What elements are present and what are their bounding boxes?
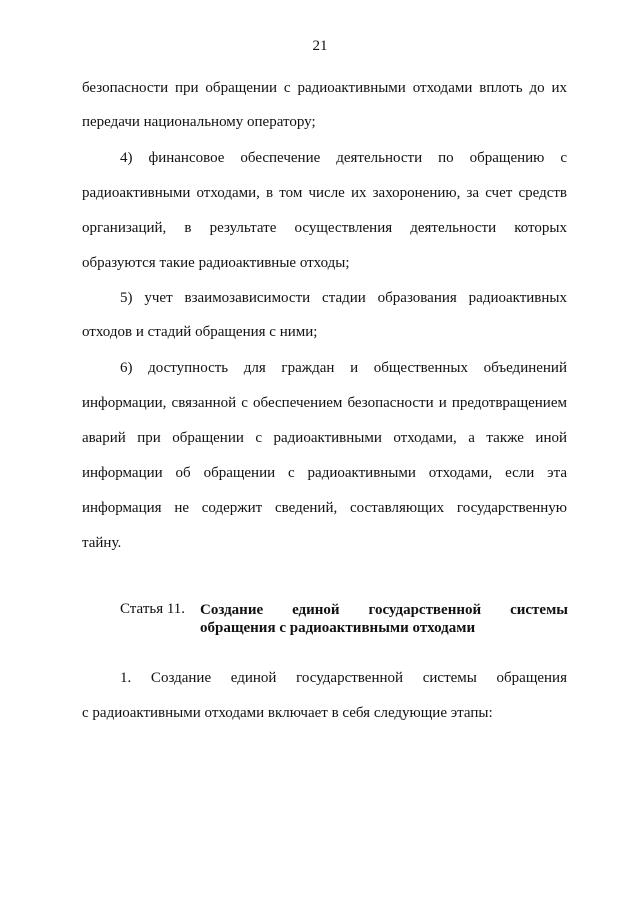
text-line: образуются такие радиоактивные отходы; [82,255,350,271]
text-line: 4) финансовое обеспечение деятельности по обращению с [120,150,567,166]
list-item-4 [82,150,567,167]
list-item-6-line2 [82,395,567,412]
list-item-5 [82,290,567,307]
text-line: безопасности при обращении с радиоактивными отходами вплоть до их [82,80,567,96]
article-title-line: Создание единой государственной системы [200,602,568,618]
list-item-6-line3 [82,430,567,447]
paragraph-continuation [82,80,567,97]
text-line: 1. Создание единой государственной системы обращения [120,670,567,686]
text-line: радиоактивными отходами, в том числе их захоронению, за счет средств [82,185,567,201]
list-item-6-line6 [82,535,567,552]
list-item-4-line3 [82,220,567,237]
list-item-5-line2 [82,324,567,341]
text-line: организаций, в результате осуществления деятельности которых [82,220,567,236]
text-line: передачи национальному оператору; [82,114,316,130]
page-number: 21 [312,38,328,54]
list-item-6 [82,360,567,377]
list-item-6-line5 [82,500,567,517]
article-title-line: обращения с радиоактивными отходами [200,620,476,636]
text-line: информации, связанной с обеспечением безопасности и предотвращением [82,395,567,411]
text-line: отходов и стадий обращения с ними; [82,324,318,340]
text-line: 5) учет взаимозависимости стадии образования радиоактивных [120,290,567,306]
article-title [200,601,568,637]
list-item-4-line2 [82,185,567,202]
list-item-4-line4 [82,255,567,272]
text-line: информации об обращении с радиоактивными отходами, если эта [82,465,567,481]
text-line: тайну. [82,535,122,551]
text-line: 6) доступность для граждан и общественных объединений [120,360,567,376]
clause-1-line2 [82,705,567,722]
list-item-6-line4 [82,465,567,482]
text-line: аварий при обращении с радиоактивными отходами, а также иной [82,430,567,446]
clause-1 [82,670,567,687]
article-label: Статья 11. [120,601,186,617]
text-line: информация не содержит сведений, составляющих государственную [82,500,567,516]
paragraph-continuation-end [82,114,567,131]
text-line: с радиоактивными отходами включает в себя следующие этапы: [82,705,493,721]
